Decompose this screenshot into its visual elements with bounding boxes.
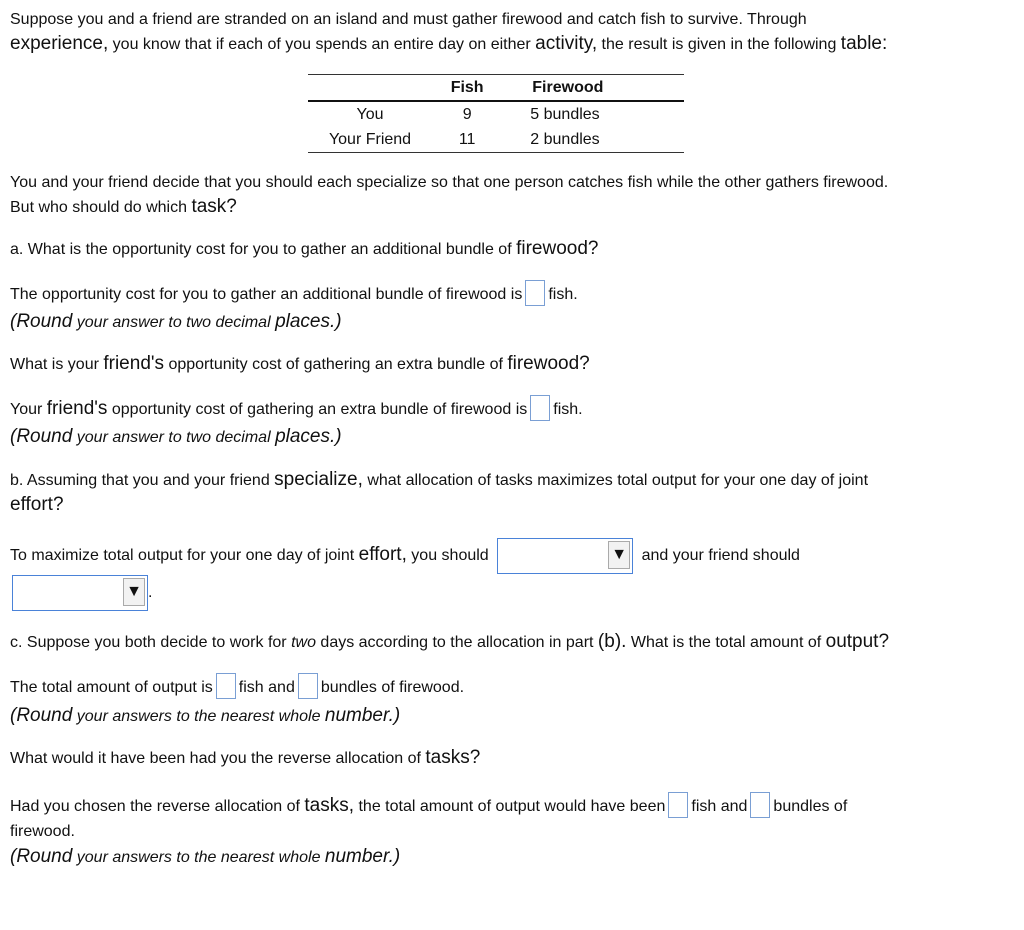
- part-a-answer-2: Your friend's opportunity cost of gathering an extra bundle of firewood is fish.: [10, 397, 583, 423]
- total-firewood-input[interactable]: [298, 673, 318, 699]
- part-a-round-1: (Round your answer to two decimal places.): [10, 311, 342, 332]
- part-b-answer: To maximize total output for your one day of joint effort, you should ▼ and your friend should ▼ .: [10, 536, 1010, 612]
- part-c-question: c. Suppose you both decide to work for two days according to the allocation in part (b). What is the total amount of output?: [10, 631, 890, 652]
- specialize-line-2: But who should do which task?: [10, 196, 237, 217]
- specialize-line-1: You and your friend decide that you should each specialize so that one person catches fish while the other gathers firewood.: [10, 174, 889, 191]
- part-b-question: b. Assuming that you and your friend specialize, what allocation of tasks maximizes total output for your one day of joint effort?: [10, 469, 869, 515]
- table-header-firewood: Firewood: [532, 78, 604, 96]
- intro-line-1: Suppose you and a friend are stranded on an island and must gather firewood and catch fish to survive. Through: [10, 11, 807, 28]
- part-a-question-2: What is your friend's opportunity cost of gathering an extra bundle of firewood?: [10, 353, 590, 374]
- table-cell-firewood: 2 bundles: [530, 130, 600, 148]
- part-c-round-2: (Round your answers to the nearest whole number.): [10, 846, 401, 867]
- production-table: [308, 74, 684, 153]
- table-cell-firewood: 5 bundles: [530, 105, 600, 123]
- friend-opportunity-cost-input[interactable]: [530, 395, 550, 421]
- specialize-text: [10, 171, 1010, 220]
- table-cell-who: Your Friend: [328, 130, 412, 148]
- dropdown-arrow-icon[interactable]: ▼: [123, 578, 145, 606]
- table-row: [308, 101, 684, 127]
- friend-task-dropdown[interactable]: [12, 575, 148, 611]
- part-a-answer-1: The opportunity cost for you to gather an additional bundle of firewood is fish.: [10, 282, 578, 308]
- part-c-question-2: What would it have been had you the reverse allocation of tasks?: [10, 747, 481, 768]
- you-task-dropdown[interactable]: [497, 538, 633, 574]
- part-c-round-1: (Round your answers to the nearest whole number.): [10, 705, 401, 726]
- dropdown-arrow-icon[interactable]: ▼: [608, 541, 630, 569]
- your-opportunity-cost-input[interactable]: [525, 280, 545, 306]
- part-a-question: a. What is the opportunity cost for you to gather an additional bundle of firewood?: [10, 238, 599, 259]
- reverse-firewood-input[interactable]: [750, 792, 770, 818]
- table-header-blank: [308, 75, 432, 102]
- part-c-answer-2: Had you chosen the reverse allocation of tasks, the total amount of output would have been fish and bundles of firewood.: [10, 794, 1010, 844]
- table-cell-fish: 9: [462, 105, 472, 123]
- table-row: [308, 127, 684, 153]
- table-cell-who: You: [356, 105, 384, 123]
- intro: [10, 8, 1010, 57]
- table-cell-fish: 11: [458, 130, 476, 148]
- reverse-fish-input[interactable]: [668, 792, 688, 818]
- total-fish-input[interactable]: [216, 673, 236, 699]
- table-header-row: [308, 75, 684, 102]
- table-header-fish: Fish: [450, 78, 484, 96]
- intro-line-2: experience, you know that if each of you spends an entire day on either activity, the result is given in the following table:: [10, 33, 888, 54]
- part-c-answer-1: The total amount of output is fish and bundles of firewood.: [10, 675, 464, 701]
- part-a-round-2: (Round your answer to two decimal places.): [10, 426, 342, 447]
